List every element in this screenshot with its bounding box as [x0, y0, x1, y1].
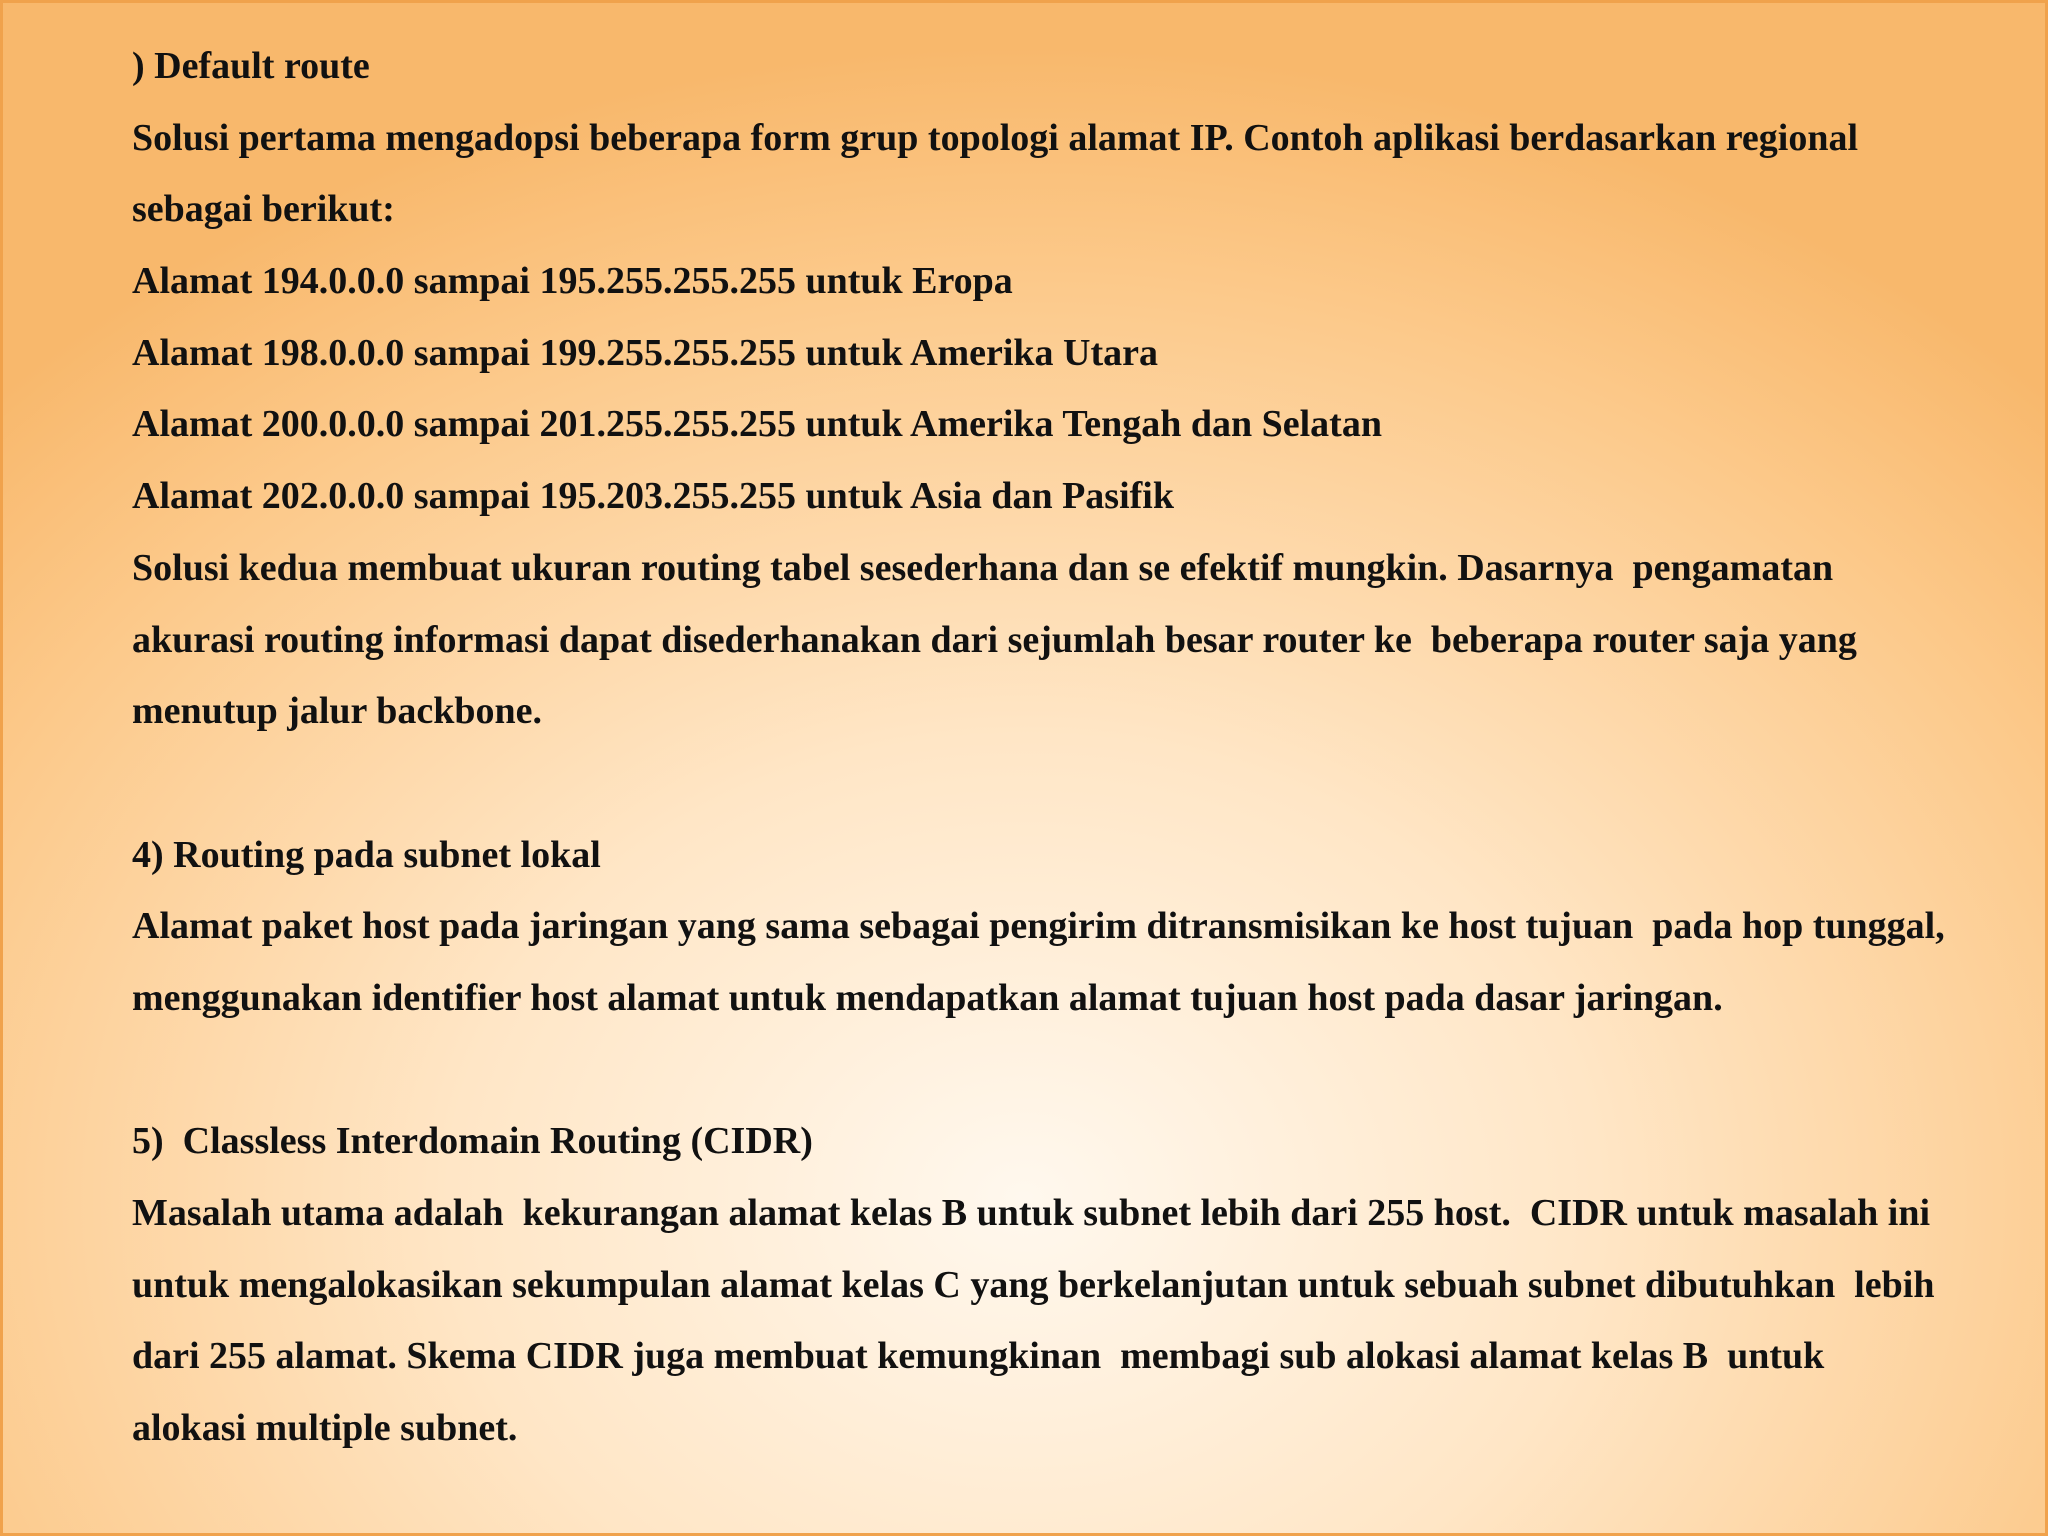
paragraph-line: Solusi pertama mengadopsi beberapa form grup topologi alamat IP. Contoh aplikasi berdasarkan regional	[132, 116, 1859, 159]
paragraph-line: Masalah utama adalah kekurangan alamat kelas B untuk subnet lebih dari 255 host. CIDR untuk masalah ini	[132, 1192, 1931, 1234]
section-spacer	[132, 748, 2032, 820]
section-heading: ) Default route	[132, 45, 370, 87]
paragraph-line: alokasi multiple subnet.	[132, 1407, 518, 1450]
section-heading: 5) Classless Interdomain Routing (CIDR)	[132, 1120, 813, 1163]
address-range-line: Alamat 202.0.0.0 sampai 195.203.255.255 untuk Asia dan Pasifik	[132, 475, 1174, 518]
section-heading: 4) Routing pada subnet lokal	[132, 833, 601, 876]
address-range-line: Alamat 200.0.0.0 sampai 201.255.255.255 untuk Amerika Tengah dan Selatan	[132, 403, 1382, 446]
slide-content	[132, 31, 2032, 1465]
paragraph-line: menggunakan identifier host alamat untuk mendapatkan alamat tujuan host pada dasar jaringan.	[132, 976, 1723, 1019]
paragraph-line: menutup jalur backbone.	[132, 690, 543, 733]
section-cidr	[132, 1106, 2032, 1464]
paragraph-line: Solusi kedua membuat ukuran routing tabel sesederhana dan se efektif mungkin. Dasarnya pengamatan	[132, 546, 1834, 589]
paragraph-line: dari 255 alamat. Skema CIDR juga membuat kemungkinan membagi sub alokasi alamat kelas B untuk	[132, 1335, 1825, 1378]
paragraph-line: untuk mengalokasikan sekumpulan alamat kelas C yang berkelanjutan untuk sebuah subnet dibutuhkan lebih	[132, 1263, 1935, 1306]
paragraph-line: Alamat paket host pada jaringan yang sama sebagai pengirim ditransmisikan ke host tujuan pada hop tunggal,	[132, 905, 1945, 948]
paragraph-line: akurasi routing informasi dapat disederhanakan dari sejumlah besar router ke beberapa router saja yang	[132, 618, 1857, 661]
address-range-line: Alamat 198.0.0.0 sampai 199.255.255.255 untuk Amerika Utara	[132, 331, 1159, 374]
paragraph-line: sebagai berikut:	[132, 188, 395, 231]
address-range-line: Alamat 194.0.0.0 sampai 195.255.255.255 untuk Eropa	[132, 260, 1013, 303]
section-default-route	[132, 31, 2032, 748]
section-subnet-lokal	[132, 820, 2032, 1035]
section-spacer	[132, 1035, 2032, 1107]
